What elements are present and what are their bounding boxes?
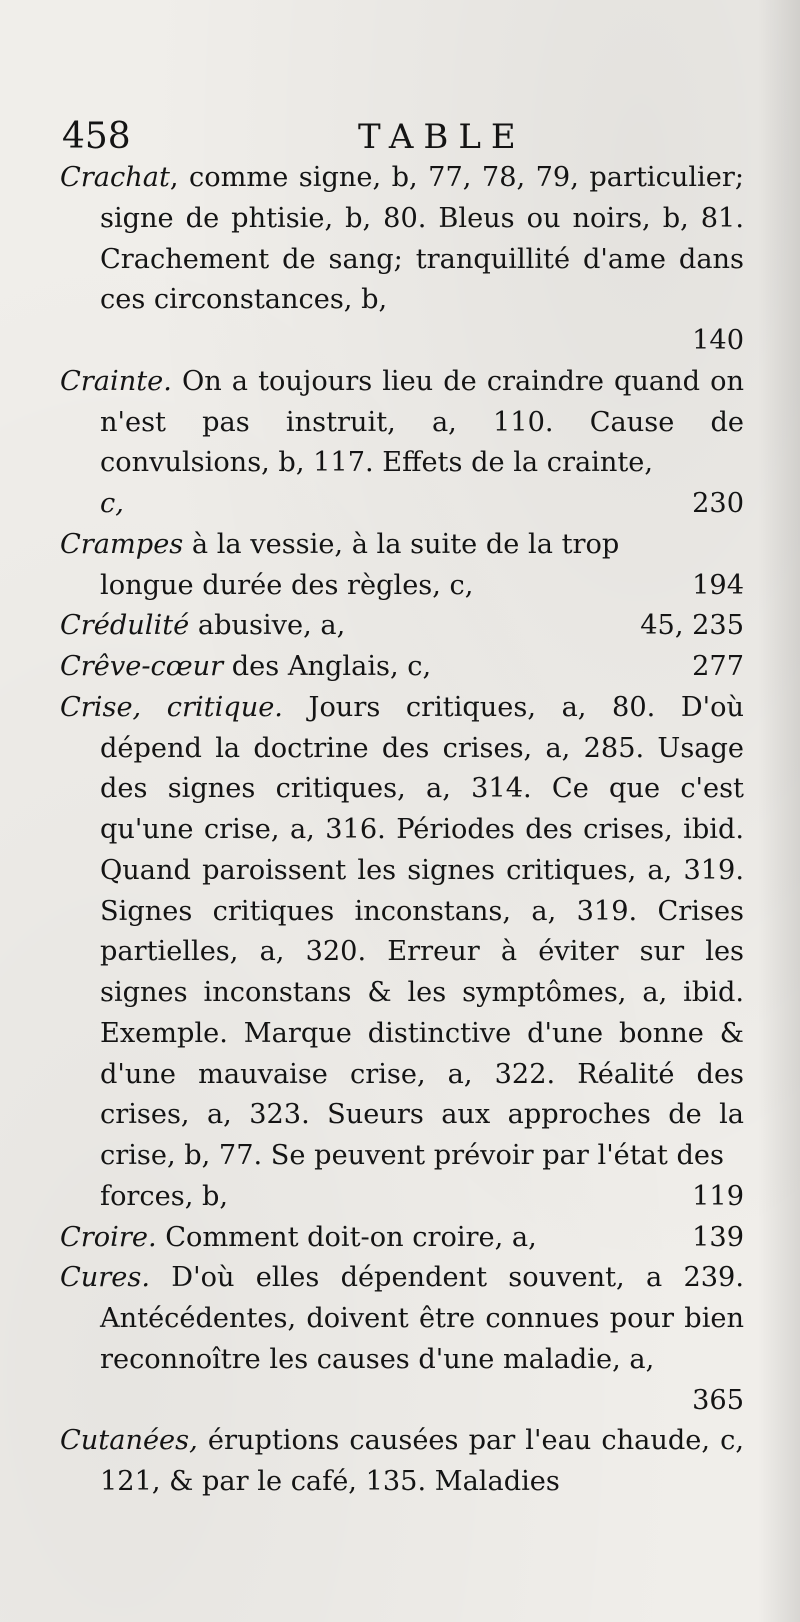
entry-text: éruptions causées par l'eau chaude, c, 121, & par le café, 135. Maladies <box>100 1425 744 1497</box>
entry-ref-line <box>100 484 744 525</box>
entry-text: On a toujours lieu de craindre quand on n'est pas instruit, a, 110. Cause de convulsions, b, 117. Effets de la crainte, <box>100 365 744 479</box>
page-edge-shadow <box>758 0 800 1622</box>
index-entry-creve-coeur <box>60 647 744 688</box>
entry-text: Jours critiques, a, 80. D'où dépend la doctrine des crises, a, 285. Usage des signes critiques, a, 314. Ce que c'est qu'une crise, a, 316. Périodes des crises, ibid. Quand paroissent les signes critiques, a, 319. Signes critiques inconstans, a, 319. Crises partielles, a, 320. Erreur à éviter sur les signes inconstans & les symptômes, a, ibid. Exemple. Marque distinctive d'une bonne & d'une mauvaise crise, a, 322. Réalité des crises, a, 323. Sueurs aux approches de la crise, b, 77. Se peuvent prévoir par l'état des <box>100 691 744 1171</box>
entry-page-ref: 365 <box>692 1384 744 1416</box>
entry-text: Comment doit-on croire, a, <box>156 1221 537 1253</box>
entry-headword: Crise, critique. <box>60 691 283 723</box>
entry-text-continued: longue durée des règles, c, <box>100 569 474 601</box>
entry-headword: Cutanées, <box>60 1425 198 1457</box>
entry-text: des Anglais, c, <box>223 651 432 682</box>
entry-text: à la vessie, à la suite de la trop <box>183 528 620 560</box>
entry-ref-line <box>100 1177 744 1218</box>
entry-headword: Crainte. <box>60 365 172 397</box>
index-entry-croire <box>60 1218 744 1259</box>
index-entry-cutanees <box>60 1421 744 1503</box>
entry-page-ref: 119 <box>692 1180 744 1212</box>
entry-text: D'où elles dépendent souvent, a 239. Antécédentes, doivent être connues pour bien reconnoître les causes d'une maladie, a, <box>100 1262 744 1375</box>
entry-page-ref: 277 <box>692 651 744 682</box>
running-title: TABLE <box>358 117 526 157</box>
index-entry-crampes <box>60 525 744 607</box>
entry-page-ref: 139 <box>692 1221 744 1253</box>
index-text <box>60 158 744 1503</box>
entry-text-continued: forces, b, <box>100 1180 229 1212</box>
entry-headword: Crêve-cœur <box>60 651 224 682</box>
entry-headword: Crachat <box>60 162 170 193</box>
entry-page-ref: 140 <box>692 325 744 356</box>
page-header <box>62 112 742 162</box>
entry-volume: c, <box>100 488 124 519</box>
entry-headword: Cures. <box>60 1262 150 1294</box>
entry-headword: Croire. <box>60 1221 157 1253</box>
index-entry-crainte <box>60 362 744 525</box>
entry-page-ref: 194 <box>692 569 744 601</box>
index-entry-credulite <box>60 606 744 647</box>
entry-headword: Crédulité <box>60 610 190 642</box>
index-entry-cures <box>60 1258 744 1421</box>
index-entry-crachat <box>60 158 744 362</box>
page-number: 458 <box>62 116 131 157</box>
entry-page-ref: 230 <box>692 488 744 519</box>
entry-headword: Crampes <box>60 528 184 560</box>
entry-ref-line <box>100 566 744 607</box>
index-entry-crise <box>60 688 744 1218</box>
entry-text: abusive, a, <box>189 610 346 642</box>
entry-page-ref: 45, 235 <box>640 610 744 642</box>
entry-text: , comme signe, b, 77, 78, 79, particulier; signe de phtisie, b, 80. Bleus ou noirs, b, 81. Crachement de sang; tranquillité d'ame dans ces circonstances, b, <box>100 162 744 316</box>
